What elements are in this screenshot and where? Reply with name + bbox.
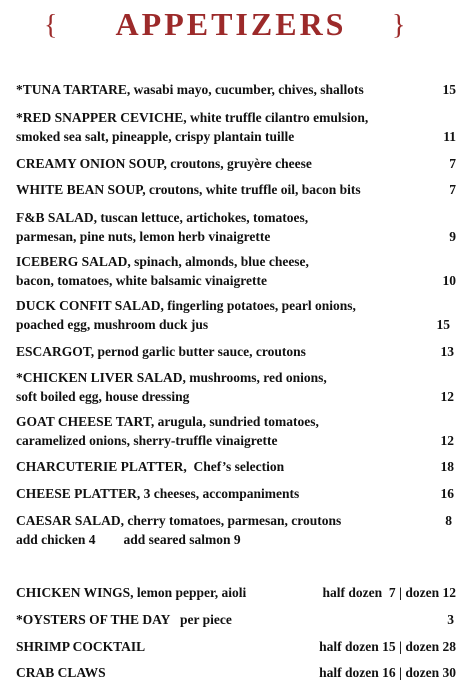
- item-description: *TUNA TARTARE, wasabi mayo, cucumber, chives, shallots: [16, 82, 364, 97]
- menu-item-oysters: [16, 610, 456, 629]
- menu-item-crab-claws: [16, 663, 456, 682]
- item-price: 15: [442, 82, 456, 97]
- item-price: 12: [440, 389, 454, 404]
- item-description-line2: caramelized onions, sherry-truffle vinaigrette: [16, 433, 278, 448]
- item-description: *CHICKEN LIVER SALAD, mushrooms, red onions,: [16, 370, 327, 385]
- item-description-line2: poached egg, mushroom duck jus: [16, 317, 209, 332]
- item-pricing: 3: [447, 612, 454, 627]
- item-description: GOAT CHEESE TART, arugula, sundried tomatoes,: [16, 414, 319, 429]
- item-price: 11: [443, 129, 456, 144]
- item-price: 13: [440, 344, 454, 359]
- item-description: *RED SNAPPER CEVICHE, white truffle cilantro emulsion,: [16, 110, 369, 125]
- item-description: F&B SALAD, tuscan lettuce, artichokes, tomatoes,: [16, 210, 309, 225]
- item-description: SHRIMP COCKTAIL: [16, 639, 146, 654]
- item-description: DUCK CONFIT SALAD, fingerling potatoes, pearl onions,: [16, 298, 356, 313]
- menu-item-cheese-platter: [16, 484, 456, 503]
- menu-item-tuna-tartare: [16, 80, 456, 99]
- item-description: CHARCUTERIE PLATTER, Chef’s selection: [16, 459, 285, 474]
- item-addons: [16, 530, 456, 549]
- item-description-line2: parmesan, pine nuts, lemon herb vinaigrette: [16, 229, 271, 244]
- menu-item-chicken-liver-salad: [16, 368, 456, 406]
- item-price: 8: [445, 513, 452, 528]
- menu-header: [0, 4, 462, 44]
- item-description: ICEBERG SALAD, spinach, almonds, blue cheese,: [16, 254, 309, 269]
- menu-item-red-snapper-ceviche: [16, 108, 456, 146]
- item-price: 18: [440, 459, 454, 474]
- item-pricing: half dozen 16 | dozen 30: [319, 665, 456, 680]
- item-price: 10: [442, 273, 456, 288]
- right-brace-ornament: }: [392, 10, 406, 41]
- item-description: CREAMY ONION SOUP, croutons, gruyère cheese: [16, 156, 312, 171]
- addon-salmon: add seared salmon 9: [123, 532, 241, 547]
- item-description: CAESAR SALAD, cherry tomatoes, parmesan, croutons: [16, 513, 342, 528]
- menu-item-shrimp-cocktail: [16, 637, 456, 656]
- item-pricing: half dozen 15 | dozen 28: [319, 639, 456, 654]
- item-description: CRAB CLAWS: [16, 665, 106, 680]
- item-description-line2: soft boiled egg, house dressing: [16, 389, 190, 404]
- item-price: 7: [449, 182, 456, 197]
- item-description-line2: bacon, tomatoes, white balsamic vinaigrette: [16, 273, 267, 288]
- item-price: 9: [449, 229, 456, 244]
- item-price: 16: [440, 486, 454, 501]
- item-price: 15: [436, 317, 450, 332]
- menu-item-goat-cheese-tart: [16, 412, 456, 450]
- item-price: 12: [440, 433, 454, 448]
- item-description-line2: smoked sea salt, pineapple, crispy plantain tuille: [16, 129, 295, 144]
- left-brace-ornament: {: [44, 10, 58, 41]
- menu-item-creamy-onion-soup: [16, 154, 456, 173]
- item-description: *OYSTERS OF THE DAY per piece: [16, 612, 232, 627]
- menu-item-duck-confit-salad: [16, 296, 456, 334]
- item-description: WHITE BEAN SOUP, croutons, white truffle oil, bacon bits: [16, 182, 361, 197]
- menu-item-charcuterie-platter: [16, 457, 456, 476]
- page-title: APPETIZERS: [115, 6, 347, 42]
- item-description: CHICKEN WINGS, lemon pepper, aioli: [16, 585, 247, 600]
- item-description: ESCARGOT, pernod garlic butter sauce, croutons: [16, 344, 306, 359]
- menu-item-iceberg-salad: [16, 252, 456, 290]
- menu-item-white-bean-soup: [16, 180, 456, 199]
- item-description: CHEESE PLATTER, 3 cheeses, accompaniments: [16, 486, 300, 501]
- menu-item-escargot: [16, 342, 456, 361]
- menu-item-caesar-salad: [16, 511, 456, 549]
- item-price: 7: [449, 156, 456, 171]
- addon-chicken: add chicken 4: [16, 532, 96, 547]
- menu-item-fb-salad: [16, 208, 456, 246]
- menu-item-chicken-wings: [16, 583, 456, 602]
- item-pricing: half dozen 7 | dozen 12: [322, 585, 456, 600]
